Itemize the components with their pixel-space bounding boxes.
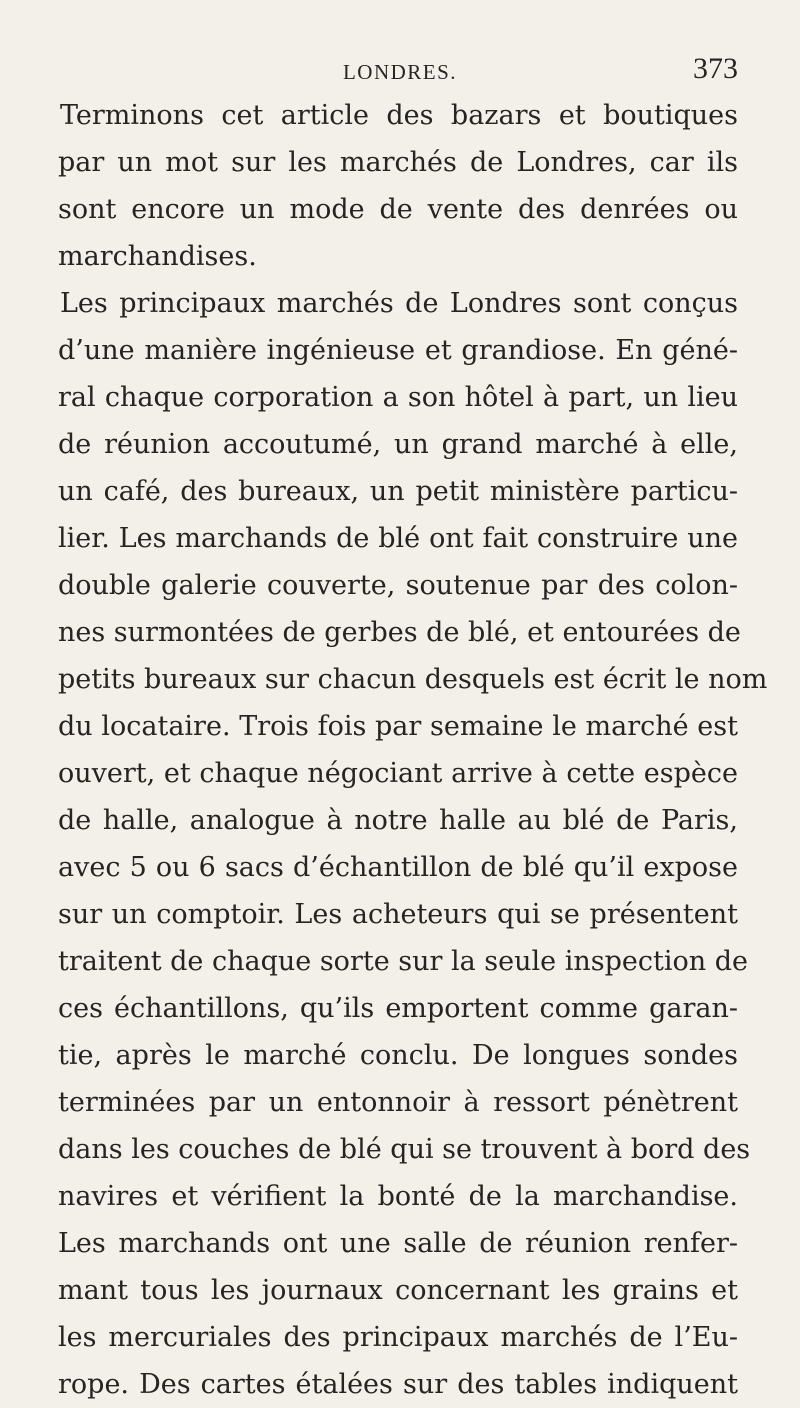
- text-line: de halle, analogue à notre halle au blé de Paris,: [58, 805, 738, 836]
- text-line: Terminons cet article des bazars et boutiques: [60, 100, 738, 131]
- text-line: ces échantillons, qu’ils emportent comme garan-: [58, 993, 738, 1024]
- text-line: dans les couches de blé qui se trouvent à bord des: [58, 1134, 751, 1165]
- text-line: de réunion accoutumé, un grand marché à elle,: [58, 429, 738, 460]
- text-line: lier. Les marchands de blé ont fait construire une: [58, 523, 738, 554]
- text-line: tie, après le marché conclu. De longues sondes: [58, 1040, 738, 1071]
- text-line: terminées par un entonnoir à ressort pénètrent: [58, 1087, 738, 1118]
- text-line: traitent de chaque sorte sur la seule inspection de: [58, 946, 748, 977]
- text-line: du locataire. Trois fois par semaine le marché est: [58, 711, 738, 742]
- text-line: nes surmontées de gerbes de blé, et entourées de: [58, 617, 741, 648]
- text-line: avec 5 ou 6 sacs d’échantillon de blé qu’il expose: [58, 852, 738, 883]
- text-line: navires et vérifient la bonté de la marchandise.: [58, 1181, 738, 1212]
- text-line: un café, des bureaux, un petit ministère particu-: [58, 476, 738, 507]
- text-line: ouvert, et chaque négociant arrive à cette espèce: [58, 758, 738, 789]
- text-line: Les marchands ont une salle de réunion renfer-: [58, 1228, 738, 1259]
- running-title: LONDRES.: [342, 60, 458, 84]
- text-line: petits bureaux sur chacun desquels est écrit le nom: [58, 664, 768, 695]
- running-head: [0, 52, 800, 92]
- text-line: par un mot sur les marchés de Londres, car ils: [58, 147, 738, 178]
- text-line: rope. Des cartes étalées sur des tables indiquent: [58, 1369, 738, 1400]
- text-line: sur un comptoir. Les acheteurs qui se présentent: [58, 899, 738, 930]
- body-text: [58, 92, 768, 1408]
- text-line: d’une manière ingénieuse et grandiose. En géné-: [58, 335, 738, 366]
- text-line: sont encore un mode de vente des denrées ou: [58, 194, 738, 225]
- text-line: mant tous les journaux concernant les grains et: [58, 1275, 738, 1306]
- text-line: marchandises.: [58, 241, 257, 272]
- text-line: ral chaque corporation a son hôtel à part, un lieu: [58, 382, 738, 413]
- text-line: les mercuriales des principaux marchés de l’Eu-: [58, 1322, 738, 1353]
- text-line: Les principaux marchés de Londres sont conçus: [60, 288, 738, 319]
- text-line: double galerie couverte, soutenue par des colon-: [58, 570, 738, 601]
- page-number: 373: [693, 52, 738, 85]
